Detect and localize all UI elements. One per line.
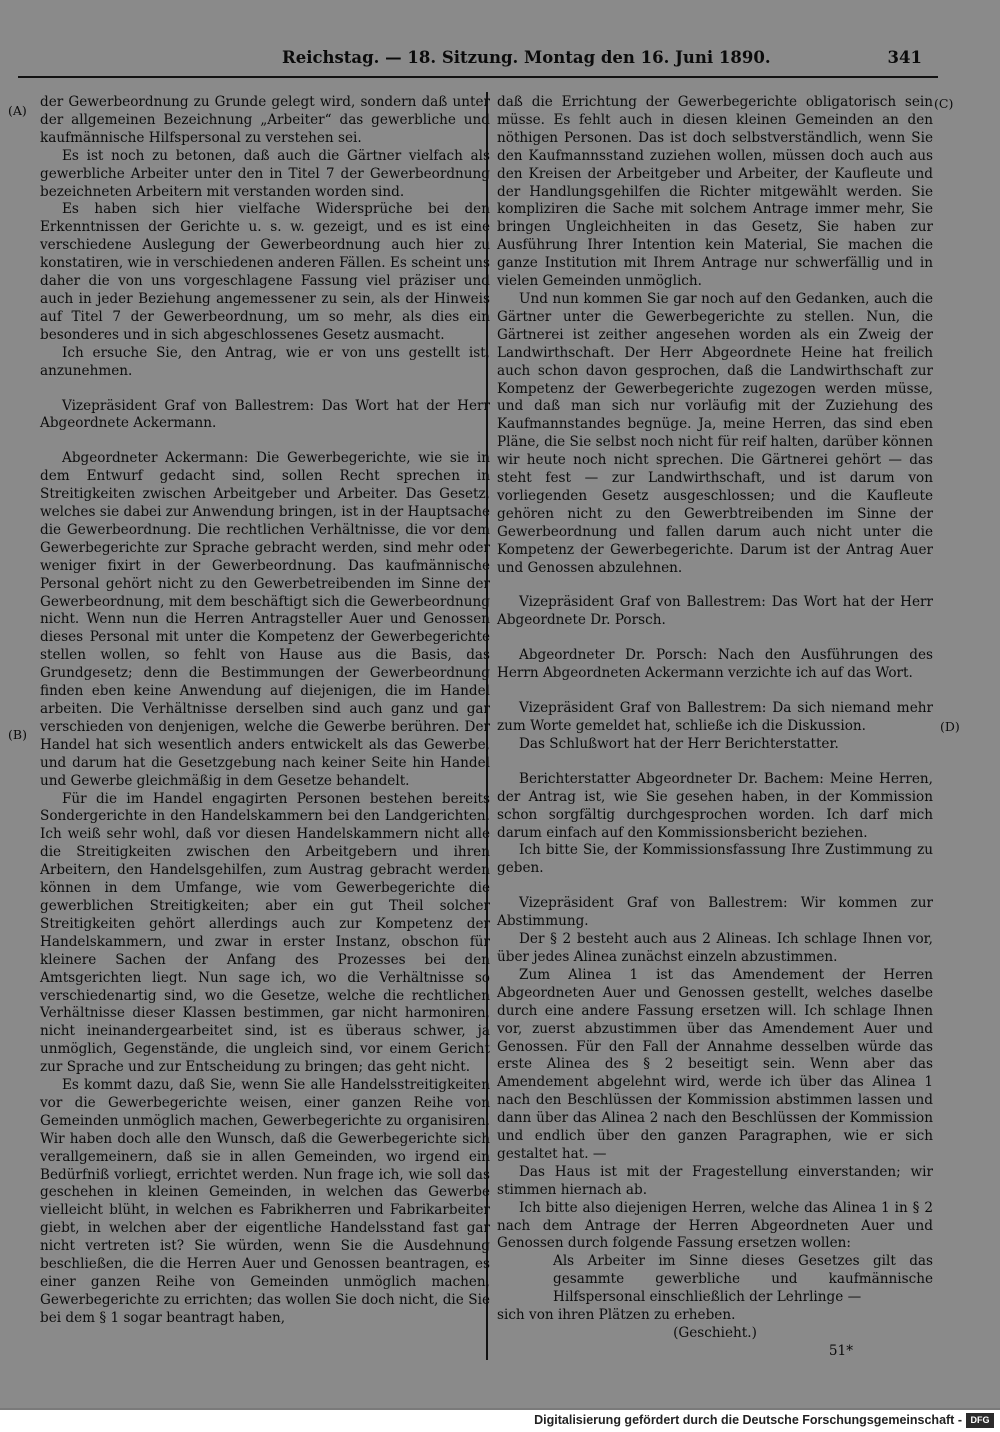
paragraph: Es kommt dazu, daß Sie, wenn Sie alle Handelsstreitigkeiten vor die Gewerbegerichte weisen, einer ganzen Reihe von Gemeinden unmöglich machen, Gewerbegerichte zu organisiren. Wir haben doch alle den Wunsch, daß die Gewerbegerichte sich verallgemeinern, daß sie in allen Gemeinden, wo irgend ein Bedürfniß vorliegt, errichtet werden. Nun frage ich, wie soll das geschehen in kleinen Gemeinden, in welchen das Gewerbe vielleicht blüht, in welchen es Fabrikherren und Fabrikarbeiter giebt, in welchen aber der eigentliche Handelsstand fast gar nicht vertreten ist? Sie würden, wenn Sie die Ausdehnung beschließen, die die Herren Auer und Genossen beantragen, es einer ganzen Reihe von Gemeinden unmöglich machen, Gewerbegerichte zu errichten; das wollen Sie doch nicht, die Sie bei dem § 1 sogar beantragt haben, (40, 1077, 490, 1326)
stage-direction: (Geschieht.) (673, 1325, 757, 1341)
paragraph: Es haben sich hier vielfache Widersprüche bei den Erkenntnissen der Gerichte u. s. w. gezeigt, und es ist eine verschiedene Auslegung der Gewerbeordnung auch hier zu konstatiren, wie in verschiedenen anderen Fällen. Es scheint uns daher die von uns vorgeschlagene Fassung viel präziser und auch in jeder Beziehung angemessener zu sein, als der Hinweis auf Titel 7 der Gewerbeordnung, um so mehr, als dies ein besonderes und in sich abgeschlossenes Gesetz ausmacht. (40, 201, 490, 343)
margin-marker-d: (D) (940, 719, 960, 734)
paragraph: Das Schlußwort hat der Herr Berichterstatter. (519, 735, 839, 752)
page-number: 341 (887, 48, 922, 67)
paragraph: Es ist noch zu betonen, daß auch die Gärtner vielfach als gewerbliche Arbeiter unter den in Titel 7 der Gewerbeordnung bezeichneten Arbeitern mit verstanden worden sind. (40, 147, 490, 200)
paragraph: der Gewerbeordnung zu Grunde gelegt wird, sondern daß unter der allgemeinen Bezeichnung „Arbeiter“ das gewerbliche und kaufmännische Hilfspersonal zu verstehen sei. (40, 94, 490, 146)
paragraph: Ich bitte also diejenigen Herren, welche das Alinea 1 in § 2 nach dem Antrage der Herren Abgeordneten Auer und Genossen durch folgende Fassung ersetzen wollen: (497, 1199, 933, 1252)
speaker-paragraph: Vizepräsident Graf von Ballestrem: Wir kommen zur Abstimmung. (497, 895, 933, 930)
speaker-paragraph: Vizepräsident Graf von Ballestrem: Da sich niemand mehr zum Worte gemeldet hat, schließe ich die Diskussion. (497, 700, 933, 734)
left-column (40, 94, 490, 1328)
speaker-paragraph: Vizepräsident Graf von Ballestrem: Das Wort hat der Herr Abgeordnete Dr. Porsch. (497, 594, 933, 629)
paragraph: Das Haus ist mit der Fragestellung einverstanden; wir stimmen hiernach ab. (497, 1163, 933, 1198)
paragraph: Und nun kommen Sie gar noch auf den Gedanken, auch die Gärtner unter die Gewerbegerichte zu stellen. Nun, die Gärtnerei ist zeither angesehen worden als ein Zweig der Landwirthschaft. Der Herr Abgeordnete Heine hat freilich auch schon davon gesprochen, daß die Landwirthschaft zur Kompetenz der Gewerbegerichte zugezogen werden müsse, und daß man sich nur vorläufig mit der Zuziehung des Kaufmannstandes begnüge. Ja, meine Herren, das sind eben Pläne, die Sie selbst noch nicht für reif halten, darüber können wir heute noch nicht sprechen. Die Gärtnerei gehört — das steht fest — zur Landwirthschaft, und ist darum von vorliegenden Gesetz ausgeschlossen; und die Kaufleute gehören nicht zu den Gewerbtreibenden im Sinne der Gewerbeordnung und fallen darum auch nicht unter die Kompetenz der Gewerbegerichte. Darum ist der Antrag Auer und Genossen abzulehnen. (497, 290, 933, 576)
paragraph: sich von ihren Plätzen zu erheben. (497, 1307, 736, 1324)
paragraph: Für die im Handel engagirten Personen bestehen bereits Sondergerichte in den Handelskammern bei den Landgerichten. Ich weiß sehr wohl, daß vor diesen Handelskammern nicht alle die Streitigkeiten zwischen den Arbeitgebern und ihren Arbeitern, den Handelsgehilfen, zum Austrag gebracht werden können in dem Umfange, wie vom Gewerbegerichte die gewerblichen Streitigkeiten; aber ein gut Theil solcher Streitigkeiten gehört allerdings auch zur Kompetenz der Handelskammern, und zwar in erster Instanz, obschon für kleinere Sachen der Anfang des Prozesses bei den Amtsgerichten liegt. Nun sage ich, wo die Verhältnisse so verschiedenartig sind, wo die Gesetze, welche die rechtlichen Verhältnisse dieser Klassen bestimmen, gar nicht harmoniren, nicht ineinandergearbeitet sind, ist es überaus schwer, ja unmöglich, Gegenstände, die ungleich sind, vor einem Gericht zur Sprache und zur Entscheidung zu bringen; das geht nicht. (40, 790, 490, 1076)
funding-credit: Digitalisierung gefördert durch die Deutsche Forschungsgemeinschaft - (534, 1413, 962, 1427)
right-column (497, 94, 933, 1361)
paragraph: daß die Errichtung der Gewerbegerichte obligatorisch sein müsse. Es fehlt auch in diesen kleinen Gemeinden an den nöthigen Personen. Das ist doch selbstverständlich, wenn Sie den Kaufmannsstand zuziehen wollen, müssen doch auch aus den Kreisen der Arbeitgeber und Arbeiter, der Kaufleute und der Handlungsgehilfen die Richter mitgewählt werden. Sie kompliziren die Sache mit solchem Antrage immer mehr, Sie bringen Ungleichheiten in das Gesetz, Sie haben zur Ausführung Ihrer Intention kein Material, Sie machen die ganze Institution mit Ihrem Antrage nur schwerfällig und in vielen Gemeinden unmöglich. (497, 94, 933, 290)
header-rule (18, 76, 938, 78)
paragraph: Ich bitte Sie, der Kommissionsfassung Ihre Zustimmung zu geben. (497, 842, 933, 877)
paragraph: Ich ersuche Sie, den Antrag, wie er von uns gestellt ist, anzunehmen. (40, 344, 490, 379)
margin-marker-c: (C) (934, 96, 954, 111)
margin-marker-b: (B) (8, 727, 27, 742)
dfg-logo: DFG (966, 1413, 994, 1428)
paragraph: Zum Alinea 1 ist das Amendement der Herren Abgeordneten Auer und Genossen gestellt, welches daselbe durch eine andere Fassung ersetzen will. Ich schlage Ihnen vor, zuerst abzustimmen über das Amendement Auer und Genossen. Für den Fall der Annahme desselben würde das erste Alinea des § 2 beseitigt sein. Wenn aber das Amendement abgelehnt wird, werde ich über das Alinea 1 nach den Beschlüssen der Kommission abstimmen lassen und dann über das Alinea 2 nach den Beschlüssen der Kommission und endlich über den ganzen Paragraphen, wie er sich gestaltet hat. — (497, 966, 933, 1162)
quoted-text: Als Arbeiter im Sinne dieses Gesetzes gilt das gesammte gewerbliche und kaufmännische Hilfspersonal einschließlich der Lehrlinge — (553, 1253, 933, 1306)
speaker-paragraph: Vizepräsident Graf von Ballestrem: Das Wort hat der Herr Abgeordnete Ackermann. (40, 397, 490, 432)
speaker-paragraph: Abgeordneter Dr. Porsch: Nach den Ausführungen des Herrn Abgeordneten Ackermann verzichte ich auf das Wort. (497, 647, 933, 682)
paragraph: Der § 2 besteht auch aus 2 Alineas. Ich schlage Ihnen vor, über jedes Alinea zunächst einzeln abzustimmen. (497, 931, 933, 965)
margin-marker-a: (A) (8, 103, 27, 118)
running-title: Reichstag. — 18. Sitzung. Montag den 16. Juni 1890. (282, 48, 771, 67)
page-header (282, 48, 922, 72)
footer-bar (0, 1410, 1000, 1432)
signature-mark: 51* (828, 1342, 853, 1359)
speaker-paragraph: Berichterstatter Abgeordneter Dr. Bachem: Meine Herren, der Antrag ist, wie Sie gesehen haben, in der Kommission schon sorgfältig durchgesprochen worden. Ich darf mich darum einfach auf den Kommissionsbericht beziehen. (497, 770, 933, 841)
speaker-paragraph: Abgeordneter Ackermann: Die Gewerbegerichte, wie sie in dem Entwurf gedacht sind, sollen Recht sprechen in Streitigkeiten zwischen Arbeitgeber und Arbeiter. Das Gesetz, welches sie dabei zur Anwendung bringen, ist in der Hauptsache die Gewerbeordnung. Die rechtlichen Verhältnisse, die vor dem Gewerbegerichte zur Sprache gebracht werden, sind mehr oder weniger fixirt in der Gewerbeordnung. Das kaufmännische Personal gehört nicht zu den Gewerbetreibenden im Sinne der Gewerbeordnung, mit dem beschäftigt sich die Gewerbeordnung nicht. Wenn nun die Herren Antragsteller Auer und Genossen dieses Personal mit unter die Kompetenz der Gewerbegerichte stellen wollen, so fehlt von Hause aus die Basis, das Grundgesetz; denn die Bestimmungen der Gewerbeordnung finden eben keine Anwendung auf diejenigen, die im Handel arbeiten. Die Verhältnisse derselben sind auch ganz und gar verschieden von denjenigen, welche die Gewerbe berühren. Der Handel hat sich wesentlich anders entwickelt als das Gewerbe, und darum hat die Gesetzgebung nach keiner Seite hin Handel und Gewerbe gleichmäßig in dem Gesetze behandelt. (40, 450, 490, 789)
